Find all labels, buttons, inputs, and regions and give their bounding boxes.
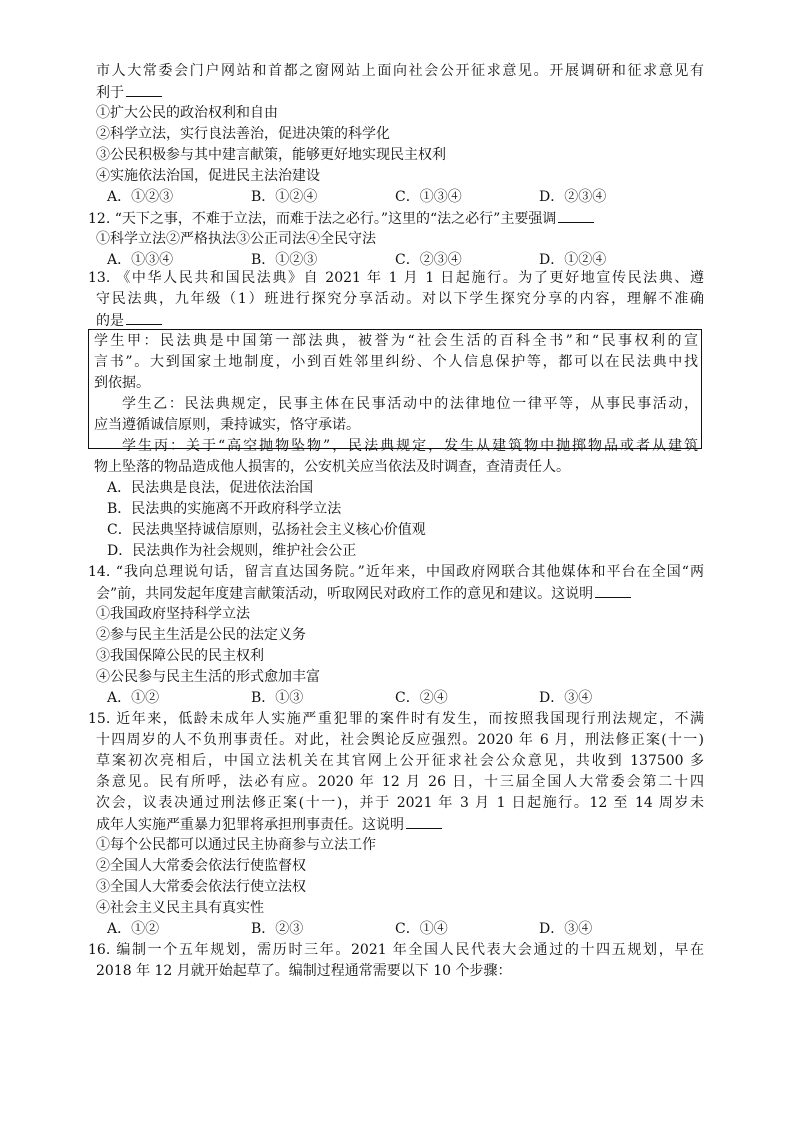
q16-line-2: 2018 年 12 月就开始起草了。编制过程通常需要以下 10 个步骤：	[96, 963, 512, 979]
box-line-1: 学生甲：民法典是中国第一部法典，被誉为“社会生活的百科全书”和“民事权利的宣	[94, 333, 698, 349]
q14-option-b: B．①③	[251, 690, 304, 706]
q12-stem: 12. “天下之事，不难于立法，而难于法之必行。”这里的“法之必行”主要强调	[88, 208, 594, 230]
q12-option-c: C．②③④	[395, 252, 462, 268]
box-line-5: 应当遵循诚信原则，秉持诚实，恪守承诺。	[94, 417, 360, 433]
box-line-4: 学生乙：民法典规定，民事主体在民事活动中的法律地位一律平等，从事民事活动，	[122, 396, 698, 412]
box-line-2: 言书”。大到国家土地制度，小到百姓邻里纠纷、个人信息保护等，都可以在民法典中找	[94, 354, 698, 370]
q11-option-d: D．②③④	[539, 189, 607, 205]
q11-item-1: ①扩大公民的政治权利和自由	[96, 105, 278, 121]
box-line-6: 学生丙：关于“高空抛物坠物”，民法典规定，发生从建筑物中抛掷物品或者从建筑	[122, 438, 698, 454]
q15-line-4: 条意见。民有所呼，法必有应。2020 年 12 月 26 日，十三届全国人大常委会第二十四	[96, 774, 704, 790]
q15-item-1: ①每个公民都可以通过民主协商参与立法工作	[96, 837, 376, 853]
q14-item-4: ④公民参与民主生活的形式愈加丰富	[96, 669, 320, 685]
q14-item-3: ③我国保障公民的民主权利	[96, 648, 264, 664]
q11-item-3: ③公民积极参与其中建言献策，能够更好地实现民主权利	[96, 147, 446, 163]
q12-option-d: D．①②④	[539, 252, 607, 268]
q15-line-1: 15. 近年来，低龄未成年人实施严重犯罪的案件时有发生，而按照我国现行刑法规定，不满	[88, 711, 704, 727]
q14-stem-line-2: 会”前，共同发起年度建言献策活动，听取网民对政府工作的意见和建议。这说明	[96, 583, 631, 605]
q13-option-a: A．民法典是良法，促进依法治国	[107, 480, 314, 496]
q15-option-d: D．③④	[539, 921, 593, 937]
box-line-3: 到依据。	[94, 375, 150, 391]
q11-item-4: ④实施依法治国，促进民主法治建设	[96, 168, 320, 184]
q14-option-a: A．①②	[107, 690, 160, 706]
box-line-7: 物上坠落的物品造成他人损害的，公安机关应当依法及时调查，查清责任人。	[94, 459, 570, 475]
answer-blank	[595, 583, 631, 598]
q15-option-c: C．①④	[395, 921, 448, 937]
answer-blank	[406, 814, 442, 829]
q14-option-d: D．③④	[539, 690, 593, 706]
answer-blank	[558, 208, 594, 223]
q11-item-2: ②科学立法，实行良法善治，促进决策的科学化	[96, 126, 390, 142]
q14-item-2: ②参与民主生活是公民的法定义务	[96, 627, 306, 643]
q13-option-d: D．民法典作为社会规则，维护社会公正	[107, 543, 357, 559]
q11-option-a: A．①②③	[107, 189, 174, 205]
q15-line-5: 次会，议表决通过刑法修正案(十一)，并于 2021 年 3 月 1 日起施行。12 至 14 周岁未	[96, 795, 704, 811]
answer-blank	[126, 82, 162, 97]
q11-stem-line-2: 利于	[96, 82, 162, 104]
q13-option-c: C．民法典坚持诚信原则，弘扬社会主义核心价值观	[107, 522, 426, 538]
q15-option-b: B．②③	[251, 921, 304, 937]
q13-stem-line-1: 13. 《中华人民共和国民法典》自 2021 年 1 月 1 日起施行。为了更好地宣传民法典、遵	[88, 270, 704, 286]
q15-item-4: ④社会主义民主具有真实性	[96, 900, 264, 916]
q15-line-3: 草案初次亮相后，中国立法机关在其官网上公开征求社会公众意见，共收到 137500 多	[96, 753, 704, 769]
q14-item-1: ①我国政府坚持科学立法	[96, 606, 250, 622]
q13-stem-line-3: 的是	[96, 310, 162, 332]
q11-option-c: C．①③④	[395, 189, 462, 205]
q15-last-line: 成年人实施严重暴力犯罪将承担刑事责任。这说明	[96, 814, 442, 836]
q13-option-b: B．民法典的实施离不开政府科学立法	[107, 501, 342, 517]
q11-stem-line-1: 市人大常委会门户网站和首都之窗网站上面向社会公开征求意见。开展调研和征求意见有	[96, 63, 704, 79]
q15-item-3: ③全国人大常委会依法行使立法权	[96, 879, 306, 895]
q12-items: ①科学立法②严格执法③公正司法④全民守法	[96, 231, 376, 247]
q16-line-1: 16. 编制一个五年规划，需历时三年。2021 年全国人民代表大会通过的十四五规划，早在	[88, 942, 704, 958]
q15-item-2: ②全国人大常委会依法行使监督权	[96, 858, 306, 874]
q14-option-c: C．②④	[395, 690, 448, 706]
q12-option-b: B．①②③	[251, 252, 318, 268]
q15-line-2: 十四周岁的人不负刑事责任。对此，社会舆论反应强烈。2020 年 6 月，刑法修正案(十一)	[96, 732, 704, 748]
q12-option-a: A．①③④	[107, 252, 174, 268]
q14-stem-line-1: 14. “我向总理说句话，留言直达国务院。”近年来，中国政府网联合其他媒体和平台在全国“两	[88, 564, 704, 580]
q11-option-b: B．①②④	[251, 189, 318, 205]
answer-blank	[126, 310, 162, 325]
q13-stem-line-2: 守民法典，九年级（1）班进行探究分享活动。对以下学生探究分享的内容，理解不准确	[96, 291, 704, 307]
q15-option-a: A．①②	[107, 921, 160, 937]
